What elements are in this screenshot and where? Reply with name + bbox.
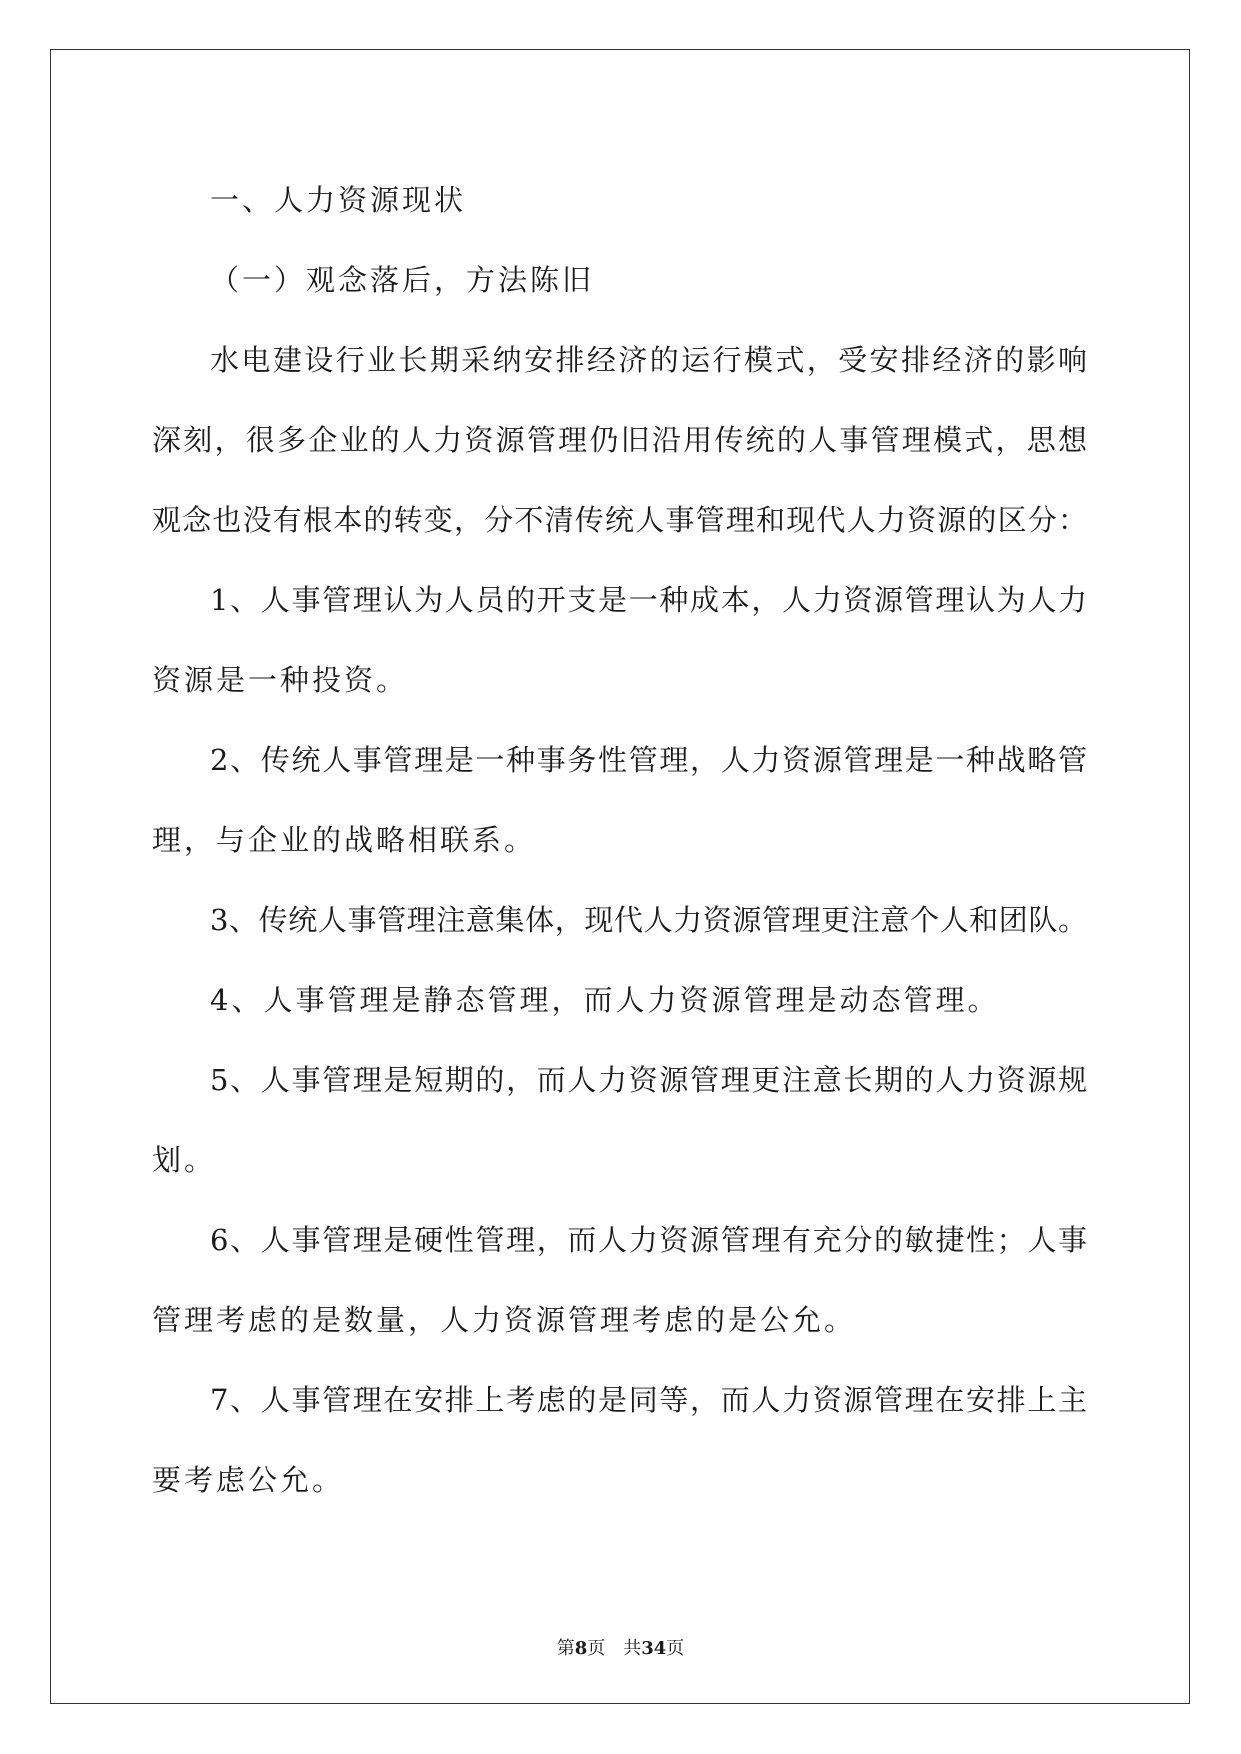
total-suffix: 页: [666, 1638, 685, 1659]
item-2-line-2: 理，与企业的战略相联系。: [152, 823, 537, 857]
page-number: 8: [574, 1638, 588, 1659]
item-6-line-1: 6、人事管理是硬性管理，而人力资源管理有充分的敏捷性；人事: [210, 1223, 1087, 1257]
item-7-line-1: 7、人事管理在安排上考虑的是同等，而人力资源管理在安排上主: [210, 1383, 1087, 1417]
item-2-line-1: 2、传统人事管理是一种事务性管理，人力资源管理是一种战略管: [210, 743, 1087, 777]
page-suffix: 页: [587, 1638, 606, 1659]
item-1-line-1: 1、人事管理认为人员的开支是一种成本，人力资源管理认为人力: [210, 583, 1087, 617]
page-footer: [0, 1637, 1241, 1661]
total-pages: 34: [641, 1638, 667, 1659]
item-4-line-1: 4、人事管理是静态管理，而人力资源管理是动态管理。: [210, 983, 1000, 1017]
section-heading: 一、人力资源现状: [210, 183, 467, 217]
intro-line-2: 深刻，很多企业的人力资源管理仍旧沿用传统的人事管理模式，思想: [152, 423, 1087, 457]
page-prefix: 第: [556, 1638, 575, 1659]
intro-line-3: 观念也没有根本的转变，分不清传统人事管理和现代人力资源的区分：: [152, 503, 1087, 537]
item-7-line-2: 要考虑公允。: [152, 1463, 345, 1497]
item-5-line-2: 划。: [152, 1143, 217, 1177]
item-1-line-2: 资源是一种投资。: [152, 663, 409, 697]
item-5-line-1: 5、人事管理是短期的，而人力资源管理更注意长期的人力资源规: [210, 1063, 1087, 1097]
subsection-heading: （一）观念落后，方法陈旧: [210, 263, 595, 297]
item-6-line-2: 管理考虑的是数量，人力资源管理考虑的是公允。: [152, 1303, 857, 1337]
intro-line-1: 水电建设行业长期采纳安排经济的运行模式，受安排经济的影响: [210, 343, 1087, 377]
document-body: [152, 160, 1087, 1520]
item-3-line-1: 3、传统人事管理注意集体，现代人力资源管理更注意个人和团队。: [210, 903, 1087, 937]
total-prefix: 共: [623, 1638, 642, 1659]
